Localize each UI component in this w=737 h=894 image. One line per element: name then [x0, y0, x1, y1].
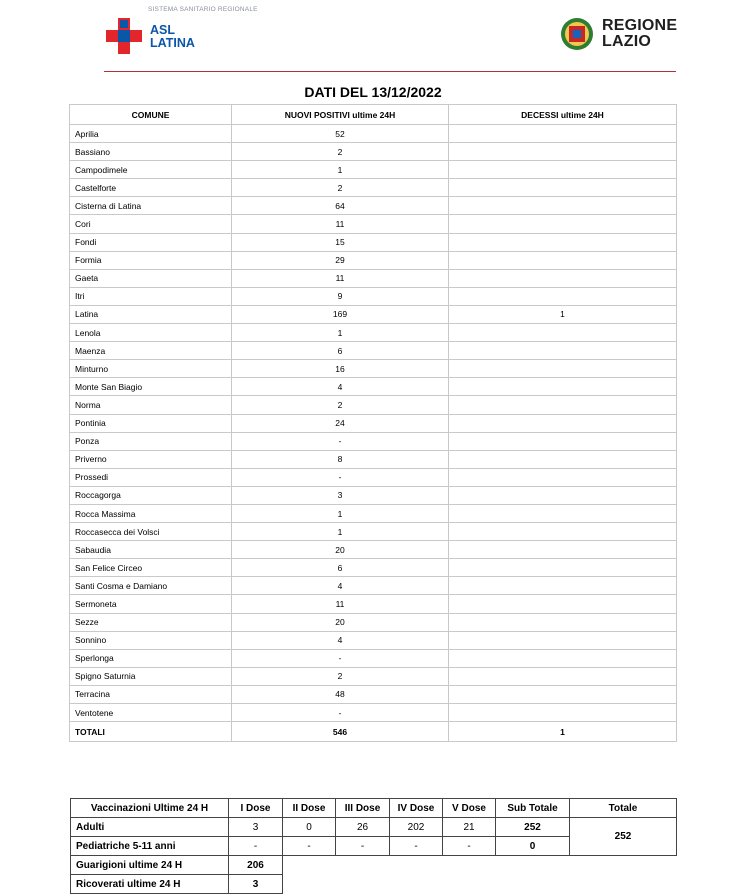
- decessi-cell: [449, 595, 677, 613]
- guarigioni-row: [71, 856, 677, 875]
- totals-decessi: 1: [449, 722, 677, 742]
- decessi-cell: [449, 704, 677, 722]
- positivi-cell: 2: [232, 667, 449, 685]
- comune-cell: Cisterna di Latina: [70, 197, 232, 215]
- decessi-cell: [449, 432, 677, 450]
- decessi-cell: [449, 233, 677, 251]
- col-header-decessi: DECESSI ultime 24H: [449, 105, 677, 125]
- table-row: [70, 486, 677, 504]
- comune-cell: Monte San Biagio: [70, 378, 232, 396]
- decessi-cell: [449, 577, 677, 595]
- decessi-cell: [449, 450, 677, 468]
- positivi-cell: 11: [232, 595, 449, 613]
- decessi-cell: [449, 342, 677, 360]
- vax-pediatriche-iii-dose: -: [336, 837, 390, 856]
- table-row: [70, 251, 677, 269]
- comune-cell: Pontinia: [70, 414, 232, 432]
- decessi-cell: [449, 631, 677, 649]
- positivi-cell: 24: [232, 414, 449, 432]
- decessi-cell: [449, 613, 677, 631]
- decessi-cell: 1: [449, 305, 677, 323]
- positivi-cell: 64: [232, 197, 449, 215]
- positivi-cell: 1: [232, 324, 449, 342]
- comune-cell: Sonnino: [70, 631, 232, 649]
- table-row: [70, 631, 677, 649]
- comune-cell: Sperlonga: [70, 649, 232, 667]
- vax-header-totale: Totale: [570, 799, 677, 818]
- totals-label: TOTALI: [70, 722, 232, 742]
- positivi-cell: 11: [232, 269, 449, 287]
- vax-pediatriche-subtotale: 0: [496, 837, 570, 856]
- header-divider: [104, 71, 676, 72]
- positivi-cell: 4: [232, 378, 449, 396]
- decessi-cell: [449, 269, 677, 287]
- asl-name-line2: LATINA: [150, 36, 195, 50]
- comune-cell: Ponza: [70, 432, 232, 450]
- table-row: [70, 360, 677, 378]
- lazio-emblem-icon: [560, 17, 594, 51]
- table-row: [70, 414, 677, 432]
- comune-cell: Castelforte: [70, 179, 232, 197]
- table-row: [70, 378, 677, 396]
- positivi-cell: 6: [232, 559, 449, 577]
- decessi-cell: [449, 143, 677, 161]
- vax-header-title: Vaccinazioni Ultime 24 H: [71, 799, 229, 818]
- table-row: [70, 704, 677, 722]
- decessi-cell: [449, 378, 677, 396]
- decessi-cell: [449, 649, 677, 667]
- comune-cell: Roccagorga: [70, 486, 232, 504]
- comune-cell: Formia: [70, 251, 232, 269]
- table-row: [70, 468, 677, 486]
- vax-pediatriche-iv-dose: -: [390, 837, 443, 856]
- comune-cell: Bassiano: [70, 143, 232, 161]
- comune-cell: Gaeta: [70, 269, 232, 287]
- decessi-cell: [449, 504, 677, 522]
- positivi-cell: 2: [232, 396, 449, 414]
- vax-header-ii-dose: II Dose: [283, 799, 336, 818]
- decessi-cell: [449, 215, 677, 233]
- table-row: [70, 432, 677, 450]
- comune-cell: Sezze: [70, 613, 232, 631]
- ricoverati-value: 3: [229, 875, 283, 894]
- asl-subtitle: SISTEMA SANITARIO REGIONALE: [148, 6, 258, 13]
- decessi-cell: [449, 468, 677, 486]
- decessi-cell: [449, 125, 677, 143]
- decessi-cell: [449, 523, 677, 541]
- table-row: [70, 649, 677, 667]
- comune-cell: Ventotene: [70, 704, 232, 722]
- comune-cell: Campodimele: [70, 161, 232, 179]
- positivi-cell: 9: [232, 287, 449, 305]
- comune-cell: Cori: [70, 215, 232, 233]
- table-body: [70, 125, 677, 722]
- positivi-cell: 169: [232, 305, 449, 323]
- comune-cell: Santi Cosma e Damiano: [70, 577, 232, 595]
- decessi-cell: [449, 251, 677, 269]
- positivi-table: [69, 104, 677, 742]
- guarigioni-label: Guarigioni ultime 24 H: [71, 856, 229, 875]
- col-header-positivi: NUOVI POSITIVI ultime 24H: [232, 105, 449, 125]
- decessi-cell: [449, 486, 677, 504]
- positivi-cell: 3: [232, 486, 449, 504]
- table-row: [70, 287, 677, 305]
- comune-cell: Latina: [70, 305, 232, 323]
- positivi-cell: 29: [232, 251, 449, 269]
- table-row: [70, 396, 677, 414]
- decessi-cell: [449, 559, 677, 577]
- asl-name-line1: ASL: [150, 23, 175, 37]
- decessi-cell: [449, 324, 677, 342]
- positivi-cell: 4: [232, 577, 449, 595]
- vax-header-v-dose: V Dose: [443, 799, 496, 818]
- vax-header-subtotale: Sub Totale: [496, 799, 570, 818]
- comune-cell: Priverno: [70, 450, 232, 468]
- decessi-cell: [449, 197, 677, 215]
- positivi-cell: 16: [232, 360, 449, 378]
- vax-adulti-iii-dose: 26: [336, 818, 390, 837]
- decessi-cell: [449, 360, 677, 378]
- positivi-cell: -: [232, 432, 449, 450]
- vax-pediatriche-label: Pediatriche 5-11 anni: [71, 837, 229, 856]
- vax-header-i-dose: I Dose: [229, 799, 283, 818]
- positivi-cell: 4: [232, 631, 449, 649]
- positivi-cell: 52: [232, 125, 449, 143]
- comune-cell: Spigno Saturnia: [70, 667, 232, 685]
- decessi-cell: [449, 685, 677, 703]
- table-row: [70, 523, 677, 541]
- positivi-cell: 1: [232, 161, 449, 179]
- asl-name: [150, 24, 195, 50]
- table-row: [70, 269, 677, 287]
- decessi-cell: [449, 396, 677, 414]
- vax-totale: 252: [570, 818, 677, 856]
- comune-cell: Norma: [70, 396, 232, 414]
- decessi-cell: [449, 161, 677, 179]
- col-header-comune: COMUNE: [70, 105, 232, 125]
- table-row: [70, 541, 677, 559]
- asl-latina-logo: [104, 6, 274, 56]
- vax-pediatriche-ii-dose: -: [283, 837, 336, 856]
- comune-cell: Prossedi: [70, 468, 232, 486]
- vax-header-row: [71, 799, 677, 818]
- vax-adulti-label: Adulti: [71, 818, 229, 837]
- table-row: [70, 197, 677, 215]
- ricoverati-row: [71, 875, 677, 894]
- positivi-cell: 11: [232, 215, 449, 233]
- table-row: [70, 450, 677, 468]
- lazio-name: [602, 18, 677, 50]
- table-row: [70, 143, 677, 161]
- decessi-cell: [449, 414, 677, 432]
- positivi-cell: -: [232, 468, 449, 486]
- comune-cell: San Felice Circeo: [70, 559, 232, 577]
- positivi-cell: -: [232, 649, 449, 667]
- table-row: [70, 504, 677, 522]
- table-row: [70, 667, 677, 685]
- comune-cell: Rocca Massima: [70, 504, 232, 522]
- vax-adulti-ii-dose: 0: [283, 818, 336, 837]
- totals-positivi: 546: [232, 722, 449, 742]
- positivi-cell: -: [232, 704, 449, 722]
- comune-cell: Fondi: [70, 233, 232, 251]
- comune-cell: Lenola: [70, 324, 232, 342]
- decessi-cell: [449, 287, 677, 305]
- table-row: [70, 613, 677, 631]
- positivi-cell: 15: [232, 233, 449, 251]
- positivi-cell: 6: [232, 342, 449, 360]
- table-header-row: [70, 105, 677, 125]
- comune-cell: Maenza: [70, 342, 232, 360]
- table-row: [70, 161, 677, 179]
- comune-cell: Minturno: [70, 360, 232, 378]
- table-row: [70, 179, 677, 197]
- vax-adulti-subtotale: 252: [496, 818, 570, 837]
- table-row: [70, 595, 677, 613]
- table-row: [70, 342, 677, 360]
- positivi-cell: 1: [232, 523, 449, 541]
- vax-adulti-v-dose: 21: [443, 818, 496, 837]
- comune-cell: Sermoneta: [70, 595, 232, 613]
- comune-cell: Itri: [70, 287, 232, 305]
- page-title: DATI DEL 13/12/2022: [304, 84, 442, 100]
- totals-row: [70, 722, 677, 742]
- vax-header-iv-dose: IV Dose: [390, 799, 443, 818]
- comune-cell: Terracina: [70, 685, 232, 703]
- table-row: [70, 125, 677, 143]
- lazio-name-line2: LAZIO: [602, 33, 651, 50]
- table-row: [70, 233, 677, 251]
- table-row: [70, 305, 677, 323]
- table-row: [70, 685, 677, 703]
- lazio-name-line1: REGIONE: [602, 17, 678, 34]
- table-row: [70, 577, 677, 595]
- positivi-cell: 8: [232, 450, 449, 468]
- positivi-cell: 2: [232, 179, 449, 197]
- asl-cross-icon: [106, 18, 142, 54]
- decessi-cell: [449, 667, 677, 685]
- vax-row-adulti: [71, 818, 677, 837]
- positivi-cell: 20: [232, 613, 449, 631]
- table-row: [70, 324, 677, 342]
- comune-cell: Sabaudia: [70, 541, 232, 559]
- table-row: [70, 559, 677, 577]
- positivi-cell: 20: [232, 541, 449, 559]
- vaccinazioni-table: [70, 798, 677, 894]
- vax-pediatriche-i-dose: -: [229, 837, 283, 856]
- decessi-cell: [449, 179, 677, 197]
- vax-pediatriche-v-dose: -: [443, 837, 496, 856]
- table-row: [70, 215, 677, 233]
- vax-adulti-i-dose: 3: [229, 818, 283, 837]
- positivi-cell: 2: [232, 143, 449, 161]
- vax-header-iii-dose: III Dose: [336, 799, 390, 818]
- vax-adulti-iv-dose: 202: [390, 818, 443, 837]
- decessi-cell: [449, 541, 677, 559]
- regione-lazio-logo: [560, 16, 690, 56]
- positivi-cell: 1: [232, 504, 449, 522]
- ricoverati-label: Ricoverati ultime 24 H: [71, 875, 229, 894]
- comune-cell: Roccasecca dei Volsci: [70, 523, 232, 541]
- comune-cell: Aprilia: [70, 125, 232, 143]
- positivi-cell: 48: [232, 685, 449, 703]
- guarigioni-value: 206: [229, 856, 283, 875]
